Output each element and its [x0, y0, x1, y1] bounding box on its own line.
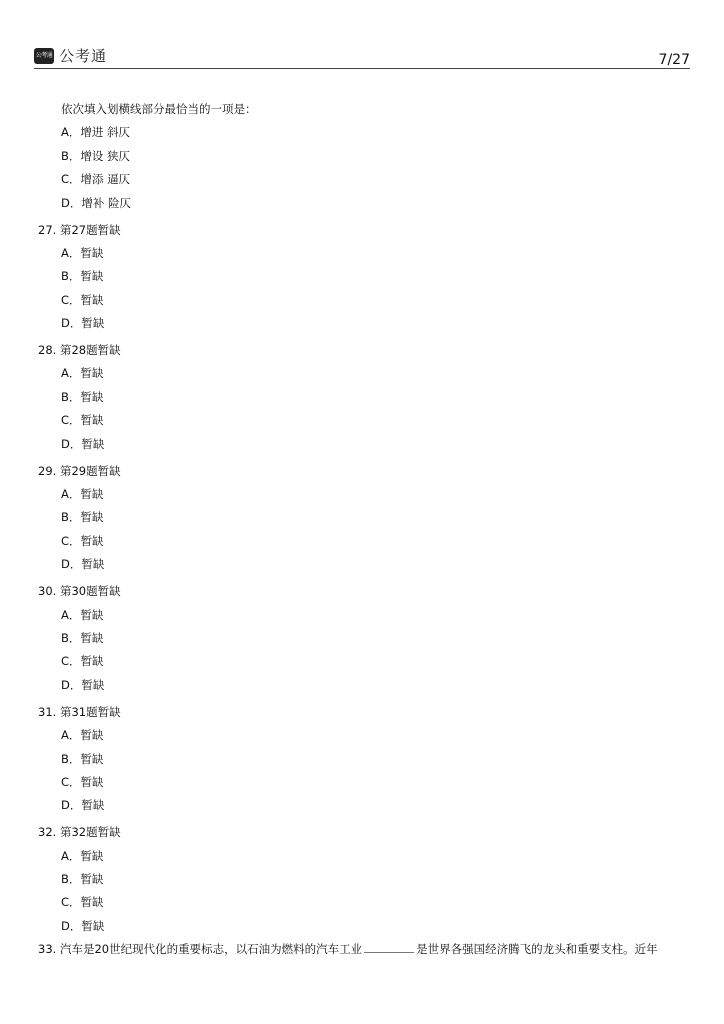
question-28-stem: 28. 第28题暂缺: [38, 343, 121, 358]
option-d: D．暂缺: [61, 316, 105, 331]
option-b: B．暂缺: [61, 872, 104, 887]
header-divider: [34, 68, 690, 69]
option-d: D．暂缺: [61, 798, 105, 813]
question-list: [38, 98, 678, 962]
option-c: C．暂缺: [61, 895, 104, 910]
option-a: A．暂缺: [61, 366, 104, 381]
option-c: C．增添 逼仄: [61, 172, 131, 187]
option-a: A．暂缺: [61, 728, 104, 743]
page-number: 7/27: [658, 52, 690, 68]
option-b: B．增设 狭仄: [61, 148, 131, 163]
option-b: B．暂缺: [61, 389, 104, 404]
option-a: A．暂缺: [61, 245, 104, 260]
page-header: [34, 40, 690, 70]
option-b: B．暂缺: [61, 751, 104, 766]
option-d: D．暂缺: [61, 918, 105, 933]
option-b: B．暂缺: [61, 510, 104, 525]
question-33-text-start: 33. 汽车是20世纪现代化的重要标志，以石油为燃料的汽车工业: [38, 942, 363, 957]
logo-icon: 公考通: [34, 48, 54, 64]
question-29-stem: 29. 第29题暂缺: [38, 463, 121, 478]
option-c: C．暂缺: [61, 774, 104, 789]
logo: [34, 45, 107, 66]
option-a: A．暂缺: [61, 487, 104, 502]
option-a: A．增进 斜仄: [61, 125, 131, 140]
option-a: A．暂缺: [61, 607, 104, 622]
question-33-text-end: 是世界各强国经济腾飞的龙头和重要支柱。近年: [416, 942, 658, 957]
fill-in-blank: [364, 940, 414, 953]
option-b: B．暂缺: [61, 630, 104, 645]
option-d: D．增补 险仄: [61, 195, 132, 210]
option-d: D．暂缺: [61, 677, 105, 692]
option-c: C．暂缺: [61, 533, 104, 548]
question-30-stem: 30. 第30题暂缺: [38, 584, 121, 599]
question-33-stem: [38, 938, 678, 961]
question-stem: 依次填入划横线部分最恰当的一项是：: [61, 102, 257, 116]
option-c: C．暂缺: [61, 292, 104, 307]
option-d: D．暂缺: [61, 557, 105, 572]
option-c: C．暂缺: [61, 654, 104, 669]
option-b: B．暂缺: [61, 269, 104, 284]
logo-text: 公考通: [59, 47, 108, 65]
option-c: C．暂缺: [61, 413, 104, 428]
option-d: D．暂缺: [61, 436, 105, 451]
question-31-stem: 31. 第31题暂缺: [38, 704, 121, 719]
question-32-stem: 32. 第32题暂缺: [38, 825, 121, 840]
question-27-stem: 27. 第27题暂缺: [38, 222, 121, 237]
option-a: A．暂缺: [61, 848, 104, 863]
